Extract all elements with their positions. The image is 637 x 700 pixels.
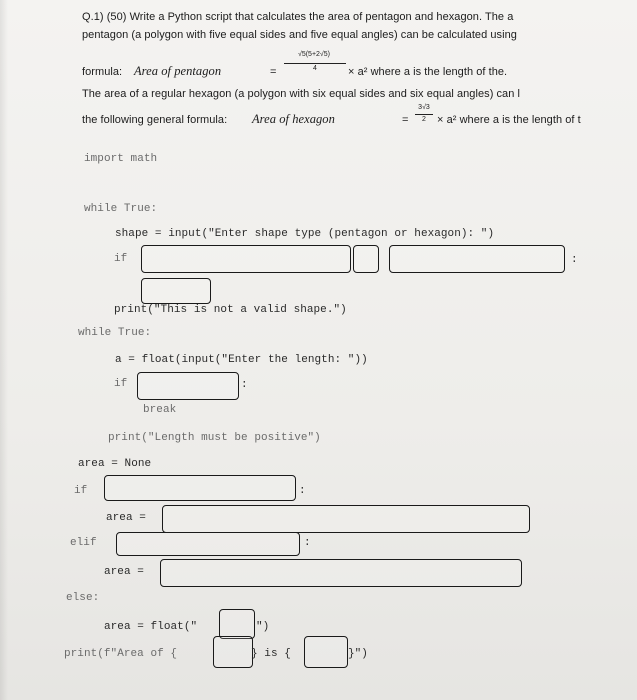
blank-if-1-left[interactable] [141,245,351,273]
blank-hexagon-area[interactable] [160,559,522,587]
code-if-3: if [74,485,88,497]
question-line-1: Q.1) (50) Write a Python script that calculates the area of pentagon and hexagon. The a [82,11,514,23]
code-break: break [143,404,177,416]
blank-elif-condition[interactable] [116,532,300,556]
hexagon-line: The area of a regular hexagon (a polygon with six equal sides and six equal angles) can l [82,88,520,100]
blank-if-3-condition[interactable] [104,475,296,501]
blank-pentagon-area[interactable] [162,505,530,533]
question-line-2: pentagon (a polygon with five equal sides and five equal angles) can be calculated using [82,29,517,41]
code-a-input: a = float(input("Enter the length: ")) [115,354,368,366]
formula-prefix: formula: [82,66,123,78]
blank-print-area[interactable] [304,636,348,668]
code-if-2-colon: : [241,379,248,391]
pentagon-numerator: √5(5+2√5) [297,51,330,58]
code-if-2: if [114,378,128,390]
code-if-1: if [114,253,128,265]
blank-if-1-body[interactable] [141,278,211,304]
code-area-float-start: area = float(" [104,621,198,633]
code-print-invalid: print("This is not a valid shape.") [114,304,347,316]
blank-if-1-right[interactable] [389,245,565,273]
code-area-assign-2: area = [104,566,144,578]
code-while-2: while True: [78,327,152,339]
page-edge-shadow [0,0,8,700]
code-elif-colon: : [304,537,311,549]
code-area-assign-1: area = [106,512,146,524]
code-area-float-end: ") [256,621,270,633]
code-print-area-start: print(f"Area of { [64,648,178,660]
code-if-3-colon: : [299,485,306,497]
code-shape-input: shape = input("Enter shape type (pentagon or hexagon): ") [115,228,495,240]
hexagon-equals: = [402,114,409,126]
code-print-area-mid: } is { [251,648,291,660]
hexagon-formula-label: Area of hexagon [252,112,335,126]
hexagon-formula-tail: × a² where a is the length of t [437,114,581,126]
code-print-area-end: }") [348,648,368,660]
code-import: import math [84,153,158,165]
blank-float-value[interactable] [219,609,255,639]
hexagon-fraction-bar [415,114,433,115]
code-while-1: while True: [84,203,158,215]
code-area-none: area = None [78,458,152,470]
hexagon-prefix: the following general formula: [82,114,228,126]
code-elif: elif [70,537,97,549]
hexagon-numerator: 3√3 [418,104,430,111]
pentagon-formula-label: Area of pentagon [134,64,222,78]
blank-if-2-condition[interactable] [137,372,239,400]
code-print-positive: print("Length must be positive") [108,432,321,444]
pentagon-denominator: 4 [313,65,317,72]
blank-print-shape[interactable] [213,636,253,668]
pentagon-equals: = [270,66,277,78]
hexagon-denominator: 2 [422,116,426,123]
code-else: else: [66,592,100,604]
pentagon-fraction-bar [284,63,346,64]
code-if-1-colon: : [571,254,578,266]
blank-if-1-operator[interactable] [353,245,379,273]
pentagon-formula-tail: × a² where a is the length of the. [348,66,508,78]
